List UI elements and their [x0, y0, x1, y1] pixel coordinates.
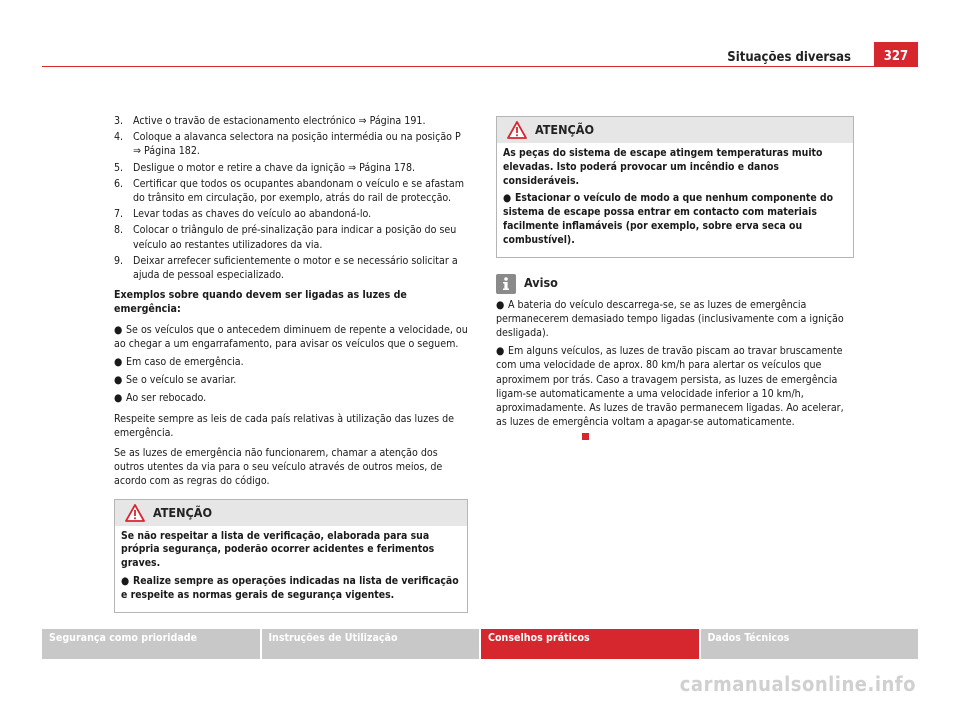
- list-item: 6. Certificar que todos os ocupantes abandonam o veículo e se afastam do trânsito em circulação, por exemplo, atrás do rail de protecção.: [114, 177, 464, 205]
- list-item: 3. Active o travão de estacionamento electrónico ⇒ Página 191.: [114, 115, 426, 127]
- warning-header: [115, 500, 467, 526]
- list-item: 8. Colocar o triângulo de pré-sinalização para indicar a posição do seu veículo ao restantes utilizadores da via.: [114, 224, 457, 251]
- examples-heading: Exemplos sobre quando devem ser ligadas as luzes de emergência:: [114, 289, 407, 316]
- warning-text: Se não respeitar a lista de verificação, elaborada para sua própria segurança, poderão ocorrer acidentes e ferimentos graves.: [121, 529, 435, 570]
- page-number: 327: [874, 42, 918, 67]
- tab-instrucoes[interactable]: Instruções de Utilização: [262, 629, 480, 659]
- warning-body: [115, 526, 467, 612]
- tab-conselhos[interactable]: Conselhos práticos: [481, 629, 699, 659]
- list-item: ● Em caso de emergência.: [114, 356, 244, 369]
- warning-box: [114, 499, 468, 613]
- warning-title: ATENÇÃO: [153, 504, 213, 520]
- tab-seguranca[interactable]: Segurança como prioridade: [42, 629, 260, 659]
- info-note-icon: [496, 274, 516, 294]
- list-item: ● Se os veículos que o antecedem diminuem de repente a velocidade, ou ao chegar a um engarrafamento, para avisar os veículos que o seguem.: [114, 323, 468, 350]
- warning-triangle-icon: [125, 504, 145, 522]
- warning-text: As peças do sistema de escape atingem temperaturas muito elevadas. Isto poderá provocar um incêndio e danos consideráveis.: [503, 147, 823, 187]
- section-end-marker: [582, 433, 589, 440]
- warning-bullet: ● Realize sempre as operações indicadas na lista de verificação e respeite as normas gerais de segurança vigentes.: [121, 575, 459, 601]
- left-column: [114, 114, 468, 613]
- steps-list: [114, 114, 468, 282]
- list-item: 5. Desligue o motor e retire a chave da ignição ⇒ Página 178.: [114, 161, 416, 174]
- note-header: [496, 274, 854, 294]
- paragraph: Se as luzes de emergência não funcionarem, chamar a atenção dos outros utentes da via para o seu veículo através de outros meios, de acordo com as regras do código.: [114, 447, 443, 488]
- note-list: [496, 298, 854, 444]
- list-item: ● Ao ser rebocado.: [114, 392, 207, 405]
- paragraph: Respeite sempre as leis de cada país relativas à utilização das luzes de emergência.: [114, 412, 454, 439]
- list-item: 4. Coloque a alavanca selectora na posição intermédia ou na posição P ⇒ Página 182.: [114, 131, 461, 158]
- warning-triangle-icon: [507, 121, 527, 139]
- warning-title: ATENÇÃO: [535, 121, 595, 137]
- warning-bullet: ● Estacionar o veículo de modo a que nenhum componente do sistema de escape possa entrar em contacto com materiais facilmente inflamáveis (por exemplo, sobre erva seca ou combustível).: [503, 192, 834, 246]
- watermark: carmanualsonline.info: [679, 672, 916, 696]
- list-item: ● A bateria do veículo descarrega-se, se as luzes de emergência permanecerem demasiado tempo ligadas (inclusivamente com a ignição desligada).: [496, 298, 844, 339]
- warning-header: [497, 117, 853, 143]
- list-item: 7. Levar todas as chaves do veículo ao abandoná-lo.: [114, 208, 372, 221]
- header-rule: [42, 66, 918, 67]
- page-title: Situações diversas: [727, 50, 851, 65]
- note-title: Aviso: [524, 275, 558, 291]
- tab-dados[interactable]: Dados Técnicos: [701, 629, 919, 659]
- list-item: ● Em alguns veículos, as luzes de travão piscam ao travar bruscamente com uma velocidade de aprox. 80 km/h para alertar os veículos que aproximem por trás. Caso a travagem persista, as luzes de emergência ligam-se automaticamente a uma velocidade inferior a 10 km/h, aproximadamente. As luzes de travão permanecem ligadas. Ao acelerar, as luzes de emergência voltam a apagar-se automaticamente.: [496, 344, 854, 443]
- warning-body: [497, 143, 853, 257]
- warning-box: [496, 116, 854, 258]
- examples-list: [114, 323, 468, 406]
- list-item: ● Se o veículo se avariar.: [114, 374, 237, 387]
- list-item: 9. Deixar arrefecer suficientemente o motor e se necessário solicitar a ajuda de pessoal especializado.: [114, 254, 458, 282]
- right-column: [496, 116, 854, 448]
- footer-nav: [42, 629, 918, 659]
